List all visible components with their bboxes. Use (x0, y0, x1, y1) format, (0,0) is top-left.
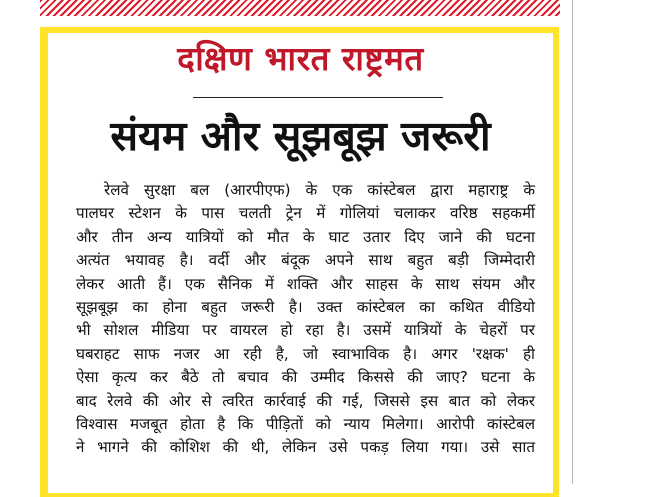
newspaper-masthead: दक्षिण भारत राष्ट्रमत (177, 39, 424, 78)
article-headline: संयम और सूझबूझ जरूरी (110, 112, 491, 160)
masthead-rule (193, 97, 443, 98)
body-line: सूझबूझ का होना बहुत जरूरी है। उक्त कांस्टेबल का कथित वीडियो (76, 297, 535, 316)
body-line: घबराहट साफ नजर आ रही है, जो स्वाभाविक है। अगर 'रक्षक' ही (76, 344, 535, 363)
column-divider (572, 0, 573, 484)
body-line: पालघर स्टेशन के पास चलती ट्रेन में गोलियां चलाकर वरिष्ठ सहकर्मी (76, 204, 535, 223)
body-line: बाद रेलवे की ओर से त्वरित कार्रवाई की गई, जिससे इस बात को लेकर (76, 391, 535, 410)
body-line: भी सोशल मीडिया पर वायरल हो रहा है। उसमें यात्रियों के चेहरों पर (76, 321, 535, 340)
body-line: और तीन अन्य यात्रियों को मौत के घाट उतार दिए जाने की घटना (76, 227, 535, 246)
body-line: रेलवे सुरक्षा बल (आरपीएफ) के एक कांस्टेबल द्वारा महाराष्ट्र के (104, 181, 535, 199)
body-line: लेकर आती हैं। एक सैनिक में शक्ति और साहस के साथ संयम और (76, 274, 535, 293)
body-line: ऐसा कृत्य कर बैठे तो बचाव की उम्मीद किससे की जाए? घटना के (76, 368, 535, 387)
body-line: ने भागने की कोशिश की थी, लेकिन उसे पकड़ लिया गया। उसे सात (76, 438, 535, 457)
decorative-hatch-border (40, 0, 560, 16)
body-line: अत्यंत भयावह है। वर्दी और बंदूक अपने साथ बहुत बड़ी जिम्मेदारी (76, 251, 535, 270)
article-body (76, 179, 535, 460)
body-line: विश्वास मजबूत होता है कि पीड़ितों को न्याय मिलेगा। आरोपी कांस्टेबल (76, 414, 535, 433)
